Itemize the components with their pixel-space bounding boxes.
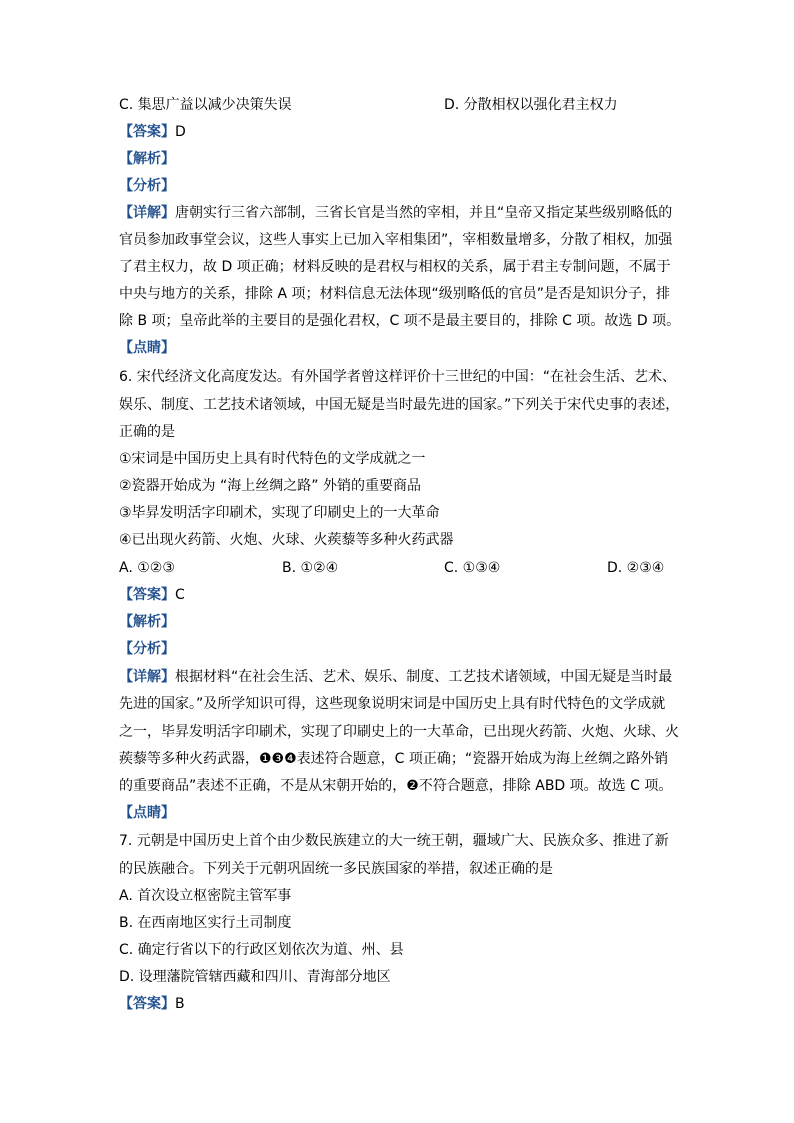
q5-option-c: C. 集思广益以减少决策失误 bbox=[119, 97, 292, 113]
q6-options-row bbox=[119, 559, 679, 577]
xiangjie-tag: 【详解】 bbox=[119, 205, 175, 221]
q6-detail-line: 先进的国家。”及所学知识可得，这些现象说明宋词是中国历史上具有时代特色的文学成就 bbox=[119, 696, 666, 712]
fenxi-tag: 【分析】 bbox=[119, 178, 175, 194]
dianjing-tag: 【点睛】 bbox=[119, 805, 175, 821]
q6-jiexi-line bbox=[119, 613, 679, 631]
q6-detail-line bbox=[119, 668, 679, 686]
q6-stem-line: 正确的是 bbox=[119, 424, 175, 440]
q7-option-d: D. 设理藩院管辖西藏和四川、青海部分地区 bbox=[119, 969, 391, 985]
jiexi-tag: 【解析】 bbox=[119, 151, 175, 167]
q7-answer: B bbox=[175, 996, 185, 1012]
q6-option-a: A. ①②③ bbox=[119, 560, 175, 576]
q7-option-b: B. 在西南地区实行土司制度 bbox=[119, 915, 292, 931]
q6-item: ①宋词是中国历史上具有时代特色的文学成就之一 bbox=[119, 451, 426, 467]
q6-dianjing-line bbox=[119, 804, 679, 822]
q5-option-d: D. 分散相权以强化君主权力 bbox=[444, 97, 618, 113]
q6-answer-line bbox=[119, 586, 679, 604]
q6-option-c: C. ①③④ bbox=[444, 560, 501, 576]
q6-item: ③毕昇发明活字印刷术，实现了印刷史上的一大革命 bbox=[119, 505, 440, 521]
q5-fenxi-line bbox=[119, 177, 679, 195]
answer-tag: 【答案】 bbox=[119, 124, 175, 140]
q6-fenxi-line bbox=[119, 640, 679, 658]
q6-detail-text: 根据材料“在社会生活、艺术、娱乐、制度、工艺技术诸领域，中国无疑是当时最 bbox=[175, 669, 673, 685]
dianjing-tag: 【点睛】 bbox=[119, 340, 175, 356]
q5-answer: D bbox=[175, 124, 186, 140]
q6-item: ②瓷器开始成为 “海上丝绸之路” 外销的重要商品 bbox=[119, 478, 421, 494]
q6-stem-line: 6. 宋代经济文化高度发达。有外国学者曾这样评价十三世纪的中国：“在社会生活、艺术、 bbox=[119, 369, 677, 385]
answer-tag: 【答案】 bbox=[119, 996, 175, 1012]
q6-detail-line: 之一，毕昇发明活字印刷术，实现了印刷史上的一大革命，已出现火药箭、火炮、火球、火 bbox=[119, 724, 679, 740]
q6-stem-line: 娱乐、制度、工艺技术诸领域，中国无疑是当时最先进的国家。”下列关于宋代史事的表述， bbox=[119, 397, 680, 413]
q5-detail-line bbox=[119, 204, 679, 222]
q7-option-c: C. 确定行省以下的行政区划依次为道、州、县 bbox=[119, 942, 404, 958]
q5-detail-line: 了君主权力，故 D 项正确；材料反映的是君权与相权的关系，属于君主专制问题，不属于 bbox=[119, 259, 671, 275]
answer-tag: 【答案】 bbox=[119, 587, 175, 603]
xiangjie-tag: 【详解】 bbox=[119, 669, 175, 685]
q7-stem-line: 7. 元朝是中国历史上首个由少数民族建立的大一统王朝，疆域广大、民族众多、推进了新 bbox=[119, 833, 669, 849]
q6-detail-line: 的重要商品”表述不正确，不是从宋朝开始的，❷不符合题意，排除 ABD 项。故选 C 项。 bbox=[119, 778, 673, 794]
q5-jiexi-line bbox=[119, 150, 679, 168]
q6-answer: C bbox=[175, 587, 185, 603]
q5-answer-line bbox=[119, 123, 679, 141]
q6-detail-line: 蒺藜等多种火药武器，❶❸❹表述符合题意，C 项正确；“瓷器开始成为海上丝绸之路外销 bbox=[119, 751, 669, 767]
q5-detail-line: 中央与地方的关系，排除 A 项；材料信息无法体现“级别略低的官员”是否是知识分子，排 bbox=[119, 286, 670, 302]
q7-option-a: A. 首次设立枢密院主管军事 bbox=[119, 888, 292, 904]
q7-stem-line: 的民族融合。下列关于元朝巩固统一多民族国家的举措，叙述正确的是 bbox=[119, 861, 553, 877]
jiexi-tag: 【解析】 bbox=[119, 614, 175, 630]
q5-options-row bbox=[119, 96, 679, 114]
q5-detail-text: 唐朝实行三省六部制，三省长官是当然的宰相，并且“皇帝又指定某些级别略低的 bbox=[175, 205, 673, 221]
q5-detail-line: 除 B 项；皇帝此举的主要目的是强化君权，C 项不是最主要目的，排除 C 项。故选 D 项。 bbox=[119, 313, 681, 329]
q5-detail-line: 官员参加政事堂会议，这些人事实上已加入宰相集团”，宰相数量增多，分散了相权，加强 bbox=[119, 232, 673, 248]
q6-option-b: B. ①②④ bbox=[282, 560, 339, 576]
q7-answer-line bbox=[119, 995, 679, 1013]
q5-dianjing-line bbox=[119, 339, 679, 357]
q6-option-d: D. ②③④ bbox=[607, 560, 665, 576]
fenxi-tag: 【分析】 bbox=[119, 641, 175, 657]
q6-item: ④已出现火药箭、火炮、火球、火蒺藜等多种火药武器 bbox=[119, 532, 454, 548]
